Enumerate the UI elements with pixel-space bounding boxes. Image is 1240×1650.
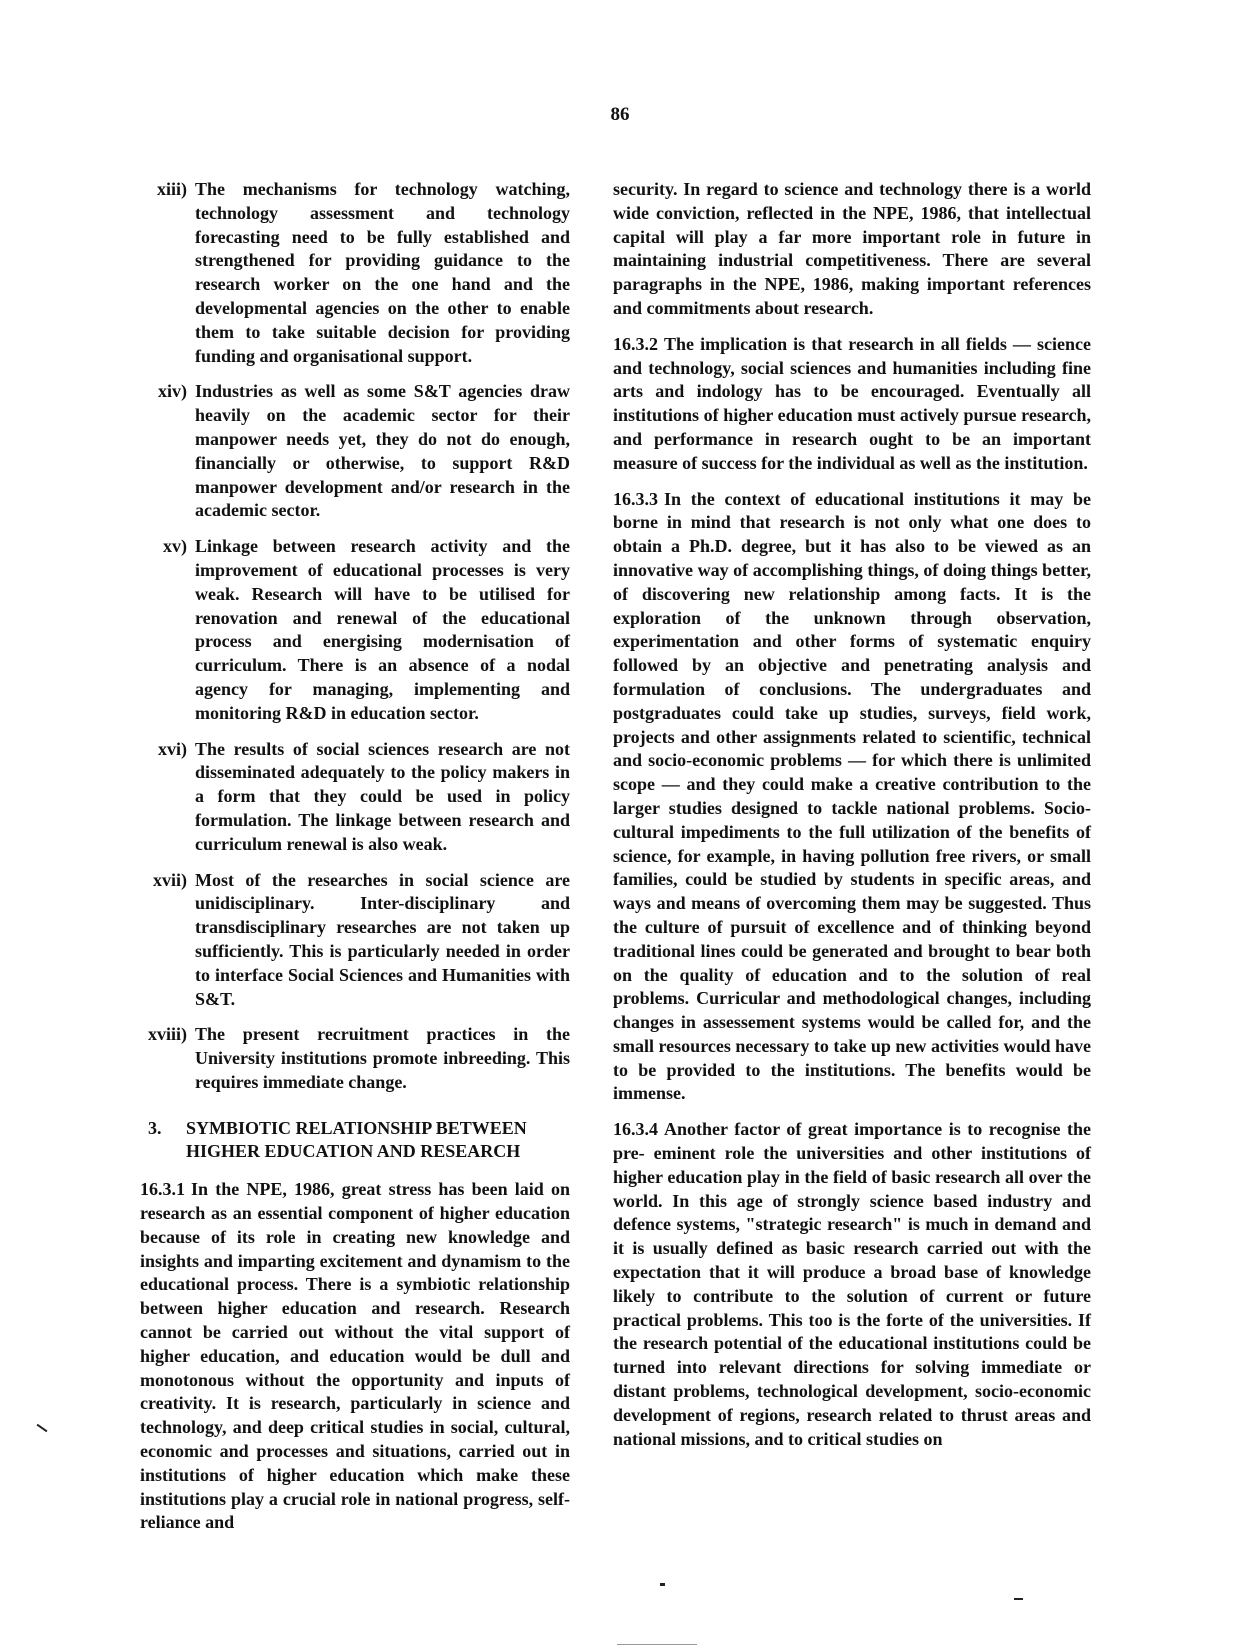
paragraph-16-3-1 [140,1178,570,1535]
section-title: SYMBIOTIC RELATIONSHIP BETWEEN HIGHER EDUCATION AND RESEARCH [186,1117,527,1162]
list-item-number: xvii) [153,869,187,890]
scan-mark [617,1644,697,1645]
list-item-text: The mechanisms for technology watching, technology assessment and technology forecasting need to be fully established and strengthened for providing guidance to the research worker on the one hand and the developmental agencies on the other to enable them to take suitable decision for providing funding and organisational support. [195,179,570,366]
paragraph-text: In the NPE, 1986, great stress has been laid on research as an essential component of higher education because of its role in creating new knowledge and insights and imparting excitement and dynamism to the educational process. There is a symbiotic relationship between higher education and research. Research cannot be carried out without the vital support of higher education, and education would be dull and monotonous without the opportunity and inputs of creativity. It is research, particularly in science and technology, and deep critical studies in social, cultural, economic and processes and situations, carried out in institutions of higher education which make these institutions play a crucial role in national progress, self- reliance and [140,1179,570,1533]
list-item-text: Linkage between research activity and the improvement of educational processes is very weak. Research will have to be utilised for renovation and renewal of the educational process and energising modernisation of curriculum. There is an absence of a nodal agency for managing, implementing and monitoring R&D in education sector. [195,536,570,723]
scan-mark [1014,1598,1023,1600]
paragraph-number: 16.3.4 [613,1119,658,1140]
list-item-text: Industries as well as some S&T agencies draw heavily on the academic sector for their manpower needs yet, they do not do enough, financially or otherwise, to support R&D manpower development and/or research in the academic sector. [195,381,570,521]
page-number: 86 [610,104,630,125]
paragraph-16-3-2 [613,333,1091,476]
scan-mark [660,1583,665,1586]
list-item-xviii [140,1023,570,1094]
left-column [140,178,570,1547]
paragraph-continuation: security. In regard to science and technology there is a world wide conviction, reflected in the NPE, 1986, that intellectual capital will play a far more important role in future in maintaining industrial competitiveness. There are several paragraphs in the NPE, 1986, making important references and commitments about research. [613,179,1091,318]
paragraph-number: 16.3.3 [613,488,658,509]
section-heading [140,1117,570,1165]
list-item-xiii [140,178,570,368]
list-item-xvi [140,738,570,857]
paragraph-text: Another factor of great importance is to recognise the pre- eminent role the universities and other institutions of higher education play in the field of basic research all over the world. In this age of strongly science based industry and defence systems, "strategic research" is much in demand and it is usually defined as basic research carried out with the expectation that it will produce a broad base of knowledge likely to contribute to the solution of current or future practical problems. This too is the forte of the universities. If the research potential of the educational institutions could be turned into relevant directions for solving immediate or distant problems, technological development, socio-economic development of regions, research related to thrust areas and national missions, and to critical studies on [613,1119,1091,1449]
section-number: 3. [148,1117,162,1138]
paragraph-text: In the context of educational institutions it may be borne in mind that research is not only what one does to obtain a Ph.D. degree, but it has also to be viewed as an innovative way of accomplishing things, of doing things better, of discovering new relationship among facts. It is the exploration of the unknown through observation, experimentation and other forms of systematic enquiry followed by an objective and penetrating analysis and formulation of conclusions. The undergraduates and postgraduates could take up studies, surveys, field work, projects and other assignments related to scientific, technical and socio-economic problems — for which there is unlimited scope — and they could make a creative contribution to the larger studies designed to tackle national problems. Socio-cultural impediments to the full utilization of the benefits of science, for example, in having pollution free rivers, or small families, could be studied by students in specific areas, and ways and means of overcoming them may be suggested. Thus the culture of pursuit of excellence and of thinking beyond traditional lines could be generated and brought to bear both on the quality of education and to the solution of real problems. Curricular and methodological changes, including changes in assessement systems would be called for, and the small resources necessary to take up new activities would have to be provided to the institutions. The benefits would be immense. [613,488,1091,1104]
paragraph-16-3-4 [613,1118,1091,1451]
list-item-number: xvi) [158,738,187,759]
paragraph-number: 16.3.1 [140,1179,185,1200]
list-item-text: The present recruitment practices in the University institutions promote inbreeding. This requires immediate change. [195,1024,570,1092]
paragraph-number: 16.3.2 [613,333,658,354]
list-item-number: xiv) [158,381,187,402]
paragraph-text: The implication is that research in all fields — science and technology, social sciences and humanities including fine arts and indology has to be encouraged. Eventually all institutions of higher education must actively pursue research, and performance in research ought to be an important measure of success for the individual as well as the institution. [613,333,1091,473]
list-item-number: xviii) [148,1024,187,1045]
list-item-xiv [140,380,570,523]
paragraph-16-3-3 [613,488,1091,1107]
right-column [613,178,1091,1463]
list-item-number: xv) [163,536,187,557]
list-item-xv [140,535,570,725]
list-item-text: The results of social sciences research are not disseminated adequately to the policy makers in a form that they could be used in policy formulation. The linkage between research and curriculum renewal is also weak. [195,738,570,854]
list-item-text: Most of the researches in social science are unidisciplinary. Inter-disciplinary and transdisciplinary researches are not taken up sufficiently. This is particularly needed in order to interface Social Sciences and Humanities with S&T. [195,869,570,1009]
scan-mark [37,1424,48,1433]
list-item-number: xiii) [157,179,187,199]
list-item-xvii [140,869,570,1012]
